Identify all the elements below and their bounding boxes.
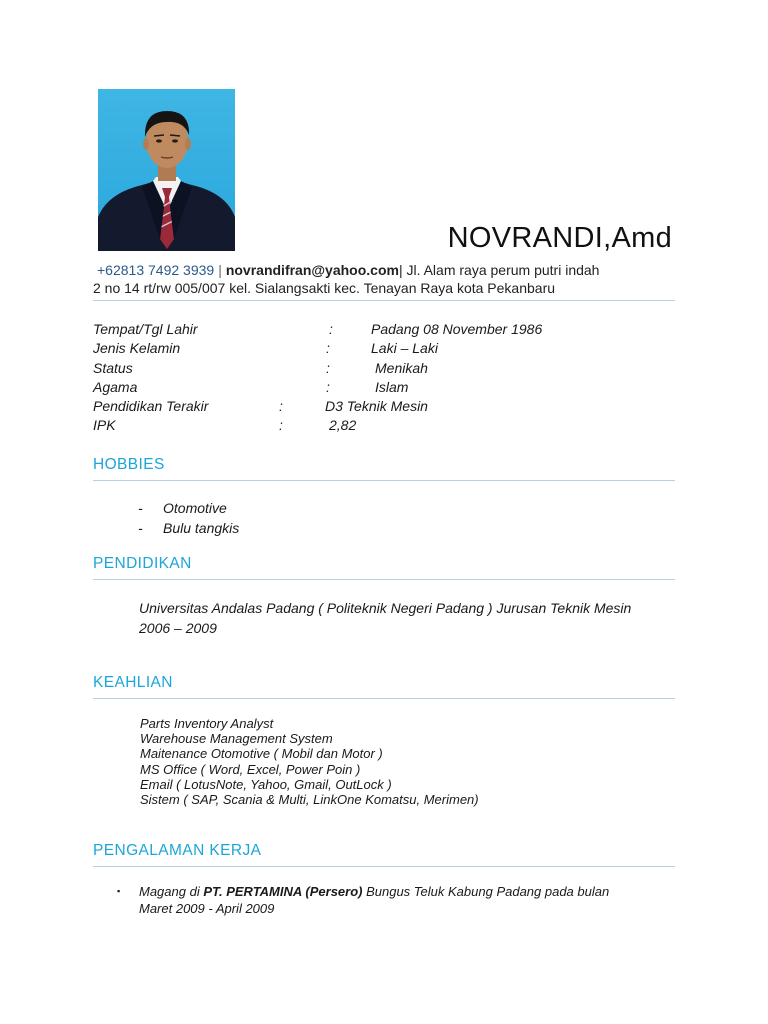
biodata-value: 2,82 (329, 417, 357, 434)
hobby-text: Otomotive (163, 500, 227, 516)
biodata-colon: : (326, 359, 330, 376)
biodata-colon: : (329, 321, 333, 337)
dash-bullet: - (138, 500, 143, 516)
section-title-hobbies: HOBBIES (93, 456, 165, 473)
skills-divider (93, 698, 675, 699)
hobbies-list (138, 499, 239, 538)
hobbies-divider (93, 480, 675, 481)
experience-period: Maret 2009 - April 2009 (139, 901, 275, 916)
biodata-label: Pendidikan Terakir (93, 398, 209, 415)
list-item: Sistem ( SAP, Scania & Multi, LinkOne Komatsu, Merimen) (140, 792, 479, 808)
biodata-colon: : (326, 378, 330, 395)
biodata-label: Agama (93, 378, 138, 395)
biodata-label: Jenis Kelamin (93, 340, 181, 357)
phone-number[interactable]: +62813 7492 3939 (97, 262, 215, 278)
biodata-colon: : (279, 417, 283, 434)
square-bullet-icon: ▪ (117, 886, 121, 896)
hobby-text: Bulu tangkis (163, 519, 240, 536)
address-line-1: | Jl. Alam raya perum putri indah (398, 262, 600, 278)
biodata-value: Islam (375, 378, 409, 395)
section-title-education: PENDIDIKAN (93, 555, 192, 572)
education-entry (139, 599, 679, 638)
biodata-label: Tempat/Tgl Lahir (93, 321, 198, 337)
list-item (138, 519, 239, 539)
experience-suffix: Bungus Teluk Kabung Padang pada bulan (362, 884, 610, 899)
experience-prefix: Magang di (139, 884, 204, 899)
education-institution: Universitas Andalas Padang ( Politeknik Negeri Padang ) Jurusan Teknik Mesin (139, 600, 632, 616)
list-item (138, 499, 239, 519)
skills-list (140, 716, 479, 807)
section-title-skills: KEAHLIAN (93, 674, 173, 691)
section-title-experience: PENGALAMAN KERJA (93, 842, 262, 859)
education-divider (93, 579, 675, 580)
address-line-2: 2 no 14 rt/rw 005/007 kel. Sialangsakti kec. Tenayan Raya kota Pekanbaru (93, 280, 556, 296)
contact-info (93, 261, 678, 297)
education-period: 2006 – 2009 (139, 619, 217, 636)
candidate-name: NOVRANDI,Amd (447, 222, 672, 254)
biodata-label: IPK (93, 417, 116, 434)
list-item: Email ( LotusNote, Yahoo, Gmail, OutLock ) (140, 776, 392, 792)
experience-entry (117, 883, 677, 917)
experience-company: PT. PERTAMINA (Persero) (203, 884, 363, 899)
biodata-value: Padang 08 November 1986 (371, 321, 543, 337)
list-item: MS Office ( Word, Excel, Power Poin ) (140, 761, 361, 777)
experience-divider (93, 866, 675, 867)
biodata-value: D3 Teknik Mesin (325, 398, 428, 415)
header-divider (93, 300, 675, 301)
dash-bullet: - (138, 519, 143, 536)
biodata-colon: : (326, 340, 330, 357)
person-portrait-image (98, 89, 235, 251)
profile-photo (98, 89, 235, 251)
email-address[interactable]: novrandifran@yahoo.com (225, 262, 399, 278)
biodata-value: Laki – Laki (371, 340, 438, 357)
list-item: Maitenance Otomotive ( Mobil dan Motor ) (140, 746, 383, 762)
list-item: Warehouse Management System (140, 731, 333, 747)
list-item: Parts Inventory Analyst (140, 716, 274, 731)
biodata-label: Status (93, 359, 133, 376)
contact-separator: | (218, 262, 222, 278)
biodata-value: Menikah (375, 359, 428, 376)
biodata-colon: : (279, 398, 283, 415)
